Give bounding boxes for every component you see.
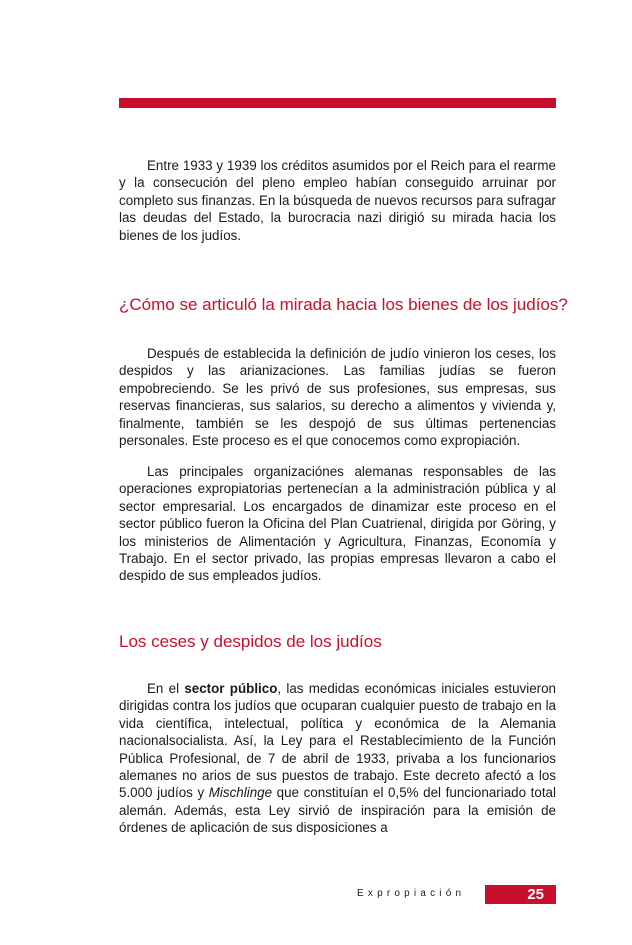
p3-bold-term: sector público [184, 681, 278, 696]
paragraph-public-sector [119, 680, 556, 837]
p3-mid: , las medidas económicas iniciales estuvieron dirigidas contra los judíos que ocuparan cualquier puesto de trabajo en la vida científica, intelectual, política y económica de la Alemania nacionalsocialista. Así, la Ley para el Restablecimiento de la Función Pública Profesional, de 7 de abril de 1933, privaba a los funcionarios alemanes no arios de sus puestos de trabajo. Este decreto afectó a los 5.000 judíos y [119, 681, 556, 801]
p3-end: que constituían el 0,5% del funcionariado total alemán. Además, esta Ley sirvió de inspiración para la emisión de órdenes de aplicación de sus disposiciones a [119, 785, 556, 836]
paragraph-organizations: Las principales organizaciónes alemanas responsables de las operaciones expropiatorias pertenecían a la administración pública y al sector empresarial. Los encargados de dinamizar este proceso en el sector público fueron la Oficina del Plan Cuatrienal, dirigida por Göring, y los ministerios de Alimentación y Agricultura, Finanzas, Economía y Trabajo. En el sector privado, las propias empresas llevaron a cabo el despido de sus empleados judíos. [119, 464, 556, 584]
footer-section-label: Expropiación [357, 888, 466, 899]
intro-paragraph: Entre 1933 y 1939 los créditos asumidos por el Reich para el rearme y la consecución del pleno empleo habían conseguido arruinar por completo sus finanzas. En la búsqueda de nuevos recursos para sufragar las deudas del Estado, la burocracia nazi dirigió su mirada hacia los bienes de los judíos. [119, 158, 556, 243]
p3-italic-term: Mischlinge [208, 785, 273, 801]
page-number: 25 [527, 886, 544, 903]
paragraph-expropriation: Después de establecida la definición de judío vinieron los ceses, los despidos y las arianizaciones. Las familias judías se fueron empobreciendo. Se les privó de sus profesiones, sus empresas, sus reservas financieras, sus salarios, su derecho a alimentos y vivienda y, finalmente, también se les despojó de sus últimas pertenencias personales. Este proceso es el que conocemos como expropiación. [119, 346, 556, 449]
section-heading-dismissals: Los ceses y despidos de los judíos [119, 632, 382, 651]
section-heading-articulation: ¿Cómo se articuló la mirada hacia los bienes de los judíos? [119, 295, 568, 314]
top-accent-bar [119, 98, 556, 108]
p3-start: En el [147, 681, 185, 696]
page-number-box [485, 885, 556, 904]
